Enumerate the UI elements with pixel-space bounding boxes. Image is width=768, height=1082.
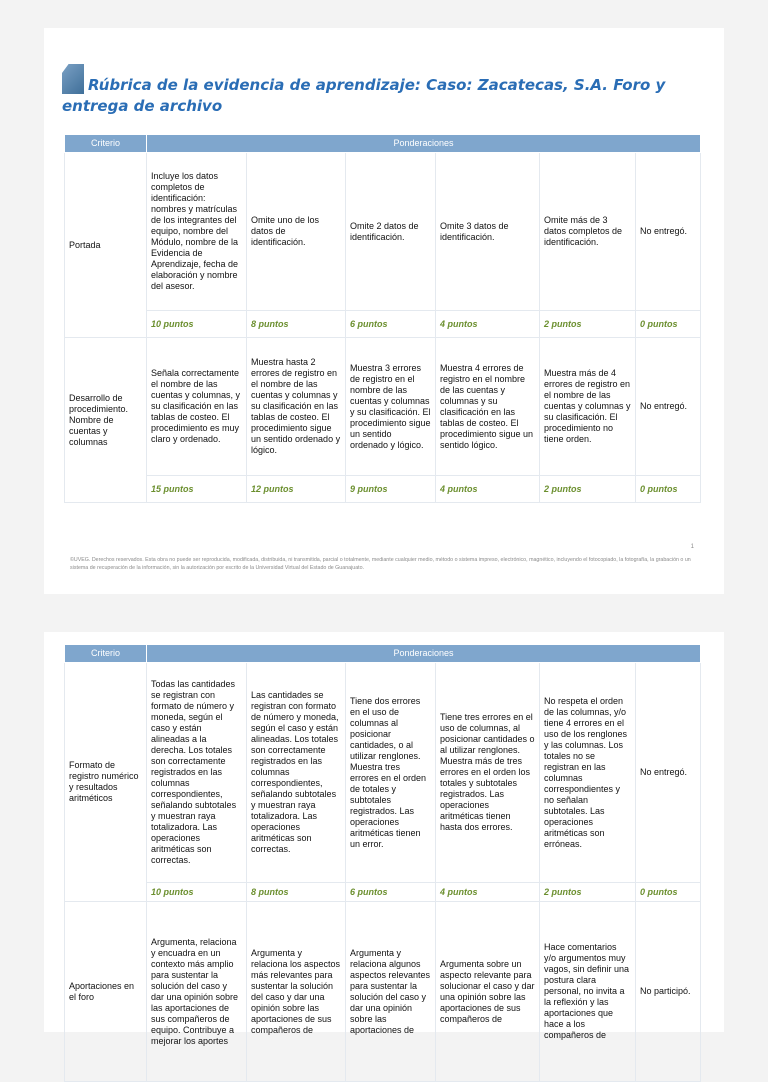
level-cell: Señala correctamente el nombre de las cuentas y columnas, y su clasificación en las tablas de costeo. El procedimiento es muy claro y ordenado. bbox=[147, 338, 247, 476]
points-cell: 8 puntos bbox=[247, 883, 346, 902]
points-cell: 10 puntos bbox=[147, 883, 247, 902]
level-cell: Muestra 4 errores de registro en el nombre de las cuentas y columnas y su clasificación en las tablas de costeo. El procedimiento sigue un sentido lógico. bbox=[436, 338, 540, 476]
table-row bbox=[65, 663, 701, 883]
level-cell: Omite 3 datos de identificación. bbox=[436, 153, 540, 311]
level-cell: Omite 2 datos de identificación. bbox=[346, 153, 436, 311]
rubric-table-1 bbox=[64, 134, 701, 503]
level-cell: No entregó. bbox=[636, 153, 701, 311]
points-cell: 0 puntos bbox=[636, 476, 701, 503]
points-cell: 4 puntos bbox=[436, 883, 540, 902]
points-cell: 6 puntos bbox=[346, 883, 436, 902]
level-cell: Las cantidades se registran con formato de número y moneda, según el caso y están alineadas. Los totales son correctamente registrados en las columnas correspondientes, señalando subtotales y muestran raya totalizadora. Las operaciones aritméticas son correctas. bbox=[247, 663, 346, 883]
table-header-row bbox=[65, 645, 701, 663]
points-cell: 2 puntos bbox=[540, 311, 636, 338]
document-title bbox=[62, 64, 712, 117]
table-row bbox=[65, 902, 701, 1082]
criterio-header: Criterio bbox=[65, 645, 147, 663]
points-cell: 10 puntos bbox=[147, 311, 247, 338]
table-row bbox=[65, 153, 701, 311]
points-row bbox=[65, 883, 701, 902]
ponderaciones-header: Ponderaciones bbox=[147, 135, 701, 153]
rubric-table-2 bbox=[64, 644, 701, 1082]
points-row bbox=[65, 476, 701, 503]
level-cell: Hace comentarios y/o argumentos muy vagos, sin definir una postura clara personal, no invita a la reflexión y las aportaciones que hace a los compañeros de bbox=[540, 902, 636, 1082]
level-cell: Muestra hasta 2 errores de registro en el nombre de las cuentas y columnas y su clasificación en las tablas de costeo. El procedimiento sigue un sentido ordenado y lógico. bbox=[247, 338, 346, 476]
level-cell: Muestra más de 4 errores de registro en el nombre de las cuentas y columnas y su clasificación. El procedimiento no tiene orden. bbox=[540, 338, 636, 476]
points-row bbox=[65, 311, 701, 338]
level-cell: No entregó. bbox=[636, 663, 701, 883]
criterion-cell: Aportaciones en el foro bbox=[65, 902, 147, 1082]
level-cell: No respeta el orden de las columnas, y/o tiene 4 errores en el uso de los renglones y las columnas. Los totales no se registran en las columnas correspondientes y no señalan subtotales. Las operaciones aritméticas son erróneas. bbox=[540, 663, 636, 883]
document-title-text: Rúbrica de la evidencia de aprendizaje: Caso: Zacatecas, S.A. Foro y entrega de archivo bbox=[62, 76, 666, 115]
points-cell: 9 puntos bbox=[346, 476, 436, 503]
points-cell: 15 puntos bbox=[147, 476, 247, 503]
level-cell: Omite uno de los datos de identificación. bbox=[247, 153, 346, 311]
points-cell: 2 puntos bbox=[540, 476, 636, 503]
level-cell: Argumenta y relaciona los aspectos más relevantes para sustentar la solución del caso y dar una opinión sobre las aportaciones de sus compañeros de bbox=[247, 902, 346, 1082]
level-cell: No participó. bbox=[636, 902, 701, 1082]
level-cell: Tiene tres errores en el uso de columnas, al posicionar cantidades o al utilizar renglones. Muestra más de tres errores en el orden los totales y subtotales registrados. Las operaciones aritméticas tienen hasta dos errores. bbox=[436, 663, 540, 883]
ponderaciones-header: Ponderaciones bbox=[147, 645, 701, 663]
criterion-cell: Formato de registro numérico y resultados aritméticos bbox=[65, 663, 147, 902]
points-cell: 12 puntos bbox=[247, 476, 346, 503]
document-icon bbox=[62, 64, 84, 94]
points-cell: 4 puntos bbox=[436, 476, 540, 503]
points-cell: 8 puntos bbox=[247, 311, 346, 338]
document-page-1 bbox=[44, 28, 724, 594]
points-cell: 4 puntos bbox=[436, 311, 540, 338]
criterion-cell: Portada bbox=[65, 153, 147, 338]
points-cell: 0 puntos bbox=[636, 883, 701, 902]
level-cell: Argumenta y relaciona algunos aspectos relevantes para sustentar la solución del caso y dar una opinión sobre las aportaciones de bbox=[346, 902, 436, 1082]
copyright-footer: ©UVEG. Derechos reservados. Esta obra no puede ser reproducida, modificada, distribuida, ni transmitida, parcial o totalmente, mediante cualquier medio, método o sistema impreso, electrónico, magnético, incluyendo el fotocopiado, la fotografía, la grabación o un sistema de recuperación de la información, sin la autorización por escrito de la Universidad Virtual del Estado de Guanajuato. bbox=[70, 557, 691, 571]
document-page-2 bbox=[44, 632, 724, 1046]
level-cell: Argumenta sobre un aspecto relevante para solucionar el caso y dar una opinión sobre las aportaciones de sus compañeros de bbox=[436, 902, 540, 1082]
level-cell: Muestra 3 errores de registro en el nombre de las cuentas y columnas y su clasificación. El procedimiento sigue un sentido ordenado y lógico. bbox=[346, 338, 436, 476]
page-number: 1 bbox=[690, 544, 694, 550]
points-cell: 2 puntos bbox=[540, 883, 636, 902]
criterion-cell: Desarrollo de procedimiento. Nombre de cuentas y columnas bbox=[65, 338, 147, 503]
points-cell: 0 puntos bbox=[636, 311, 701, 338]
level-cell: Argumenta, relaciona y encuadra en un contexto más amplio para sustentar la solución del caso y dar una opinión sobre las aportaciones de sus compañeros de equipo. Contribuye a mejorar los aportes bbox=[147, 902, 247, 1082]
level-cell: Todas las cantidades se registran con formato de número y moneda, según el caso y están alineadas a la derecha. Los totales son correctamente registrados en las columnas correspondientes, señalando subtotales y muestran raya totalizadora. Las operaciones aritméticas son correctas. bbox=[147, 663, 247, 883]
level-cell: Incluye los datos completos de identificación: nombres y matrículas de los integrantes del equipo, nombre del Módulo, nombre de la Evidencia de Aprendizaje, fecha de elaboración y nombre del asesor. bbox=[147, 153, 247, 311]
points-cell: 6 puntos bbox=[346, 311, 436, 338]
table-row bbox=[65, 338, 701, 476]
level-cell: Omite más de 3 datos completos de identificación. bbox=[540, 153, 636, 311]
criterio-header: Criterio bbox=[65, 135, 147, 153]
table-header-row bbox=[65, 135, 701, 153]
level-cell: Tiene dos errores en el uso de columnas al posicionar cantidades, o al utilizar renglones. Muestra tres errores en el orden de totales y subtotales registrados. Las operaciones aritméticas tienen un error. bbox=[346, 663, 436, 883]
level-cell: No entregó. bbox=[636, 338, 701, 476]
